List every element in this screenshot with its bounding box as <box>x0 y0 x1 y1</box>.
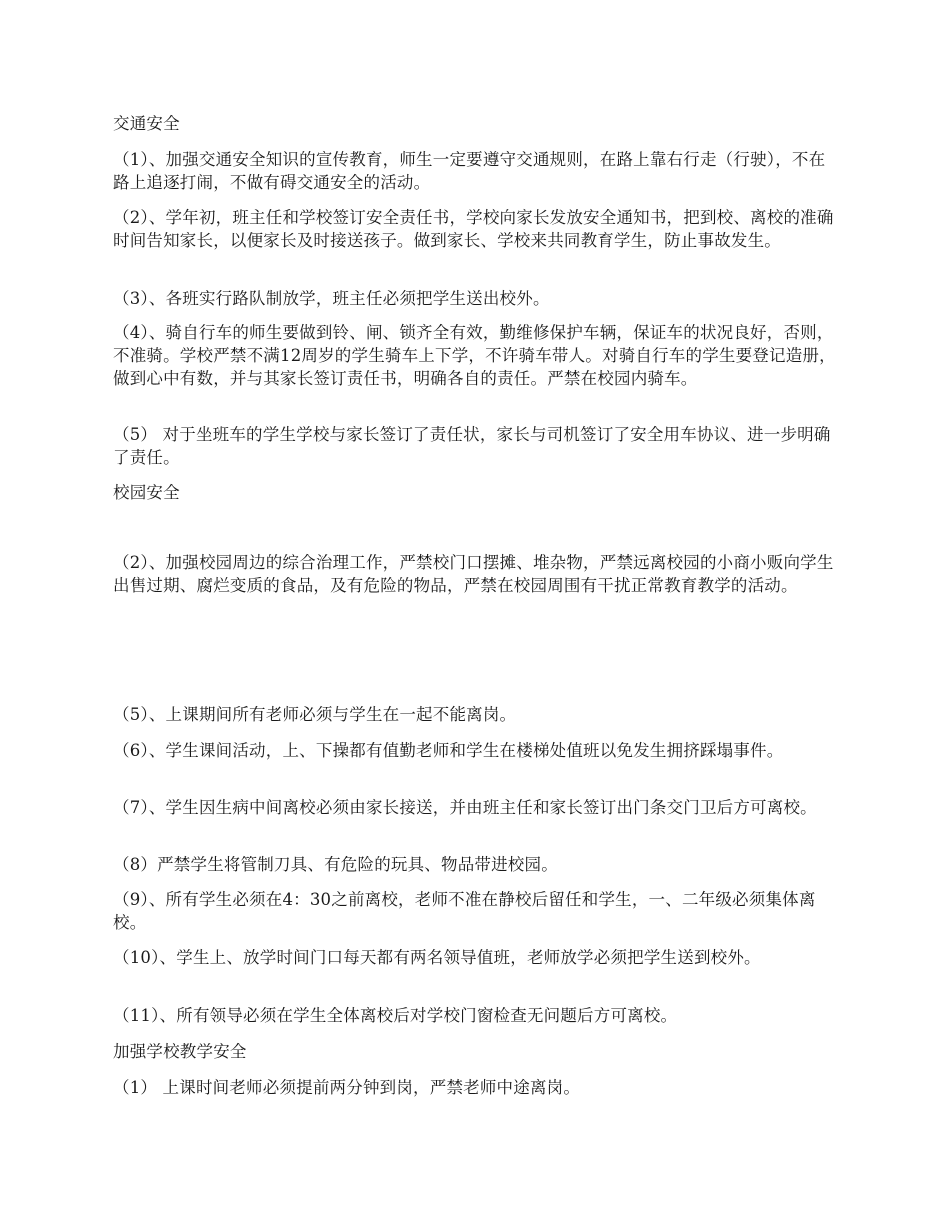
paragraph-traffic-5: （5） 对于坐班车的学生学校与家长签订了责任状，家长与司机签订了安全用车协议、进一步明确了责任。 <box>113 425 831 467</box>
paragraph-traffic-3: （3）、各班实行路队制放学，班主任必须把学生送出校外。 <box>113 289 550 308</box>
paragraph-campus-8: （8）严禁学生将管制刀具、有危险的玩具、物品带进校园。 <box>113 855 558 874</box>
paragraph-campus-10: （10）、学生上、放学时间门口每天都有两名领导值班，老师放学必须把学生送到校外。 <box>113 948 761 967</box>
paragraph-traffic-4: （4）、骑自行车的师生要做到铃、闸、锁齐全有效，勤维修保护车辆，保证车的状况良好，否则，不准骑。学校严禁不满12周岁的学生骑车上下学，不许骑车带人。对骑自行车的学生要登记造册，做到心中有数，并与其家长签订责任书，明确各自的责任。严禁在校园内骑车。 <box>113 323 836 388</box>
section-heading-teaching: 加强学校教学安全 <box>113 1042 247 1061</box>
section-heading-campus: 校园安全 <box>113 483 180 502</box>
paragraph-traffic-1: （1）、加强交通安全知识的宣传教育，师生一定要遵守交通规则，在路上靠右行走（行驶），不在路上追逐打闹，不做有碍交通安全的活动。 <box>113 150 826 192</box>
paragraph-traffic-2: （2）、学年初，班主任和学校签订安全责任书，学校向家长发放安全通知书，把到校、离校的准确时间告知家长，以便家长及时接送孩子。做到家长、学校来共同教育学生，防止事故发生。 <box>113 208 834 250</box>
paragraph-campus-7: （7）、学生因生病中间离校必须由家长接送，并由班主任和家长签订出门条交门卫后方可离校。 <box>113 798 817 817</box>
paragraph-teaching-1: （1） 上课时间老师必须提前两分钟到岗，严禁老师中途离岗。 <box>113 1078 581 1097</box>
paragraph-campus-9: （9）、所有学生必须在4：30之前离校，老师不准在静校后留任和学生，一、二年级必须集体离校。 <box>113 890 816 932</box>
paragraph-campus-5: （5）、上课期间所有老师必须与学生在一起不能离岗。 <box>113 705 517 724</box>
paragraph-campus-6: （6）、学生课间活动，上、下操都有值勤老师和学生在楼梯处值班以免发生拥挤踩塌事件。 <box>113 741 784 760</box>
section-heading-traffic: 交通安全 <box>113 114 180 133</box>
paragraph-campus-11: （11）、所有领导必须在学生全体离校后对学校门窗检查无问题后方可离校。 <box>113 1006 678 1025</box>
paragraph-campus-2: （2）、加强校园周边的综合治理工作，严禁校门口摆摊、堆杂物，严禁远离校园的小商小贩向学生出售过期、腐烂变质的食品，及有危险的物品，严禁在校园周围有干扰正常教育教学的活动。 <box>113 553 834 595</box>
